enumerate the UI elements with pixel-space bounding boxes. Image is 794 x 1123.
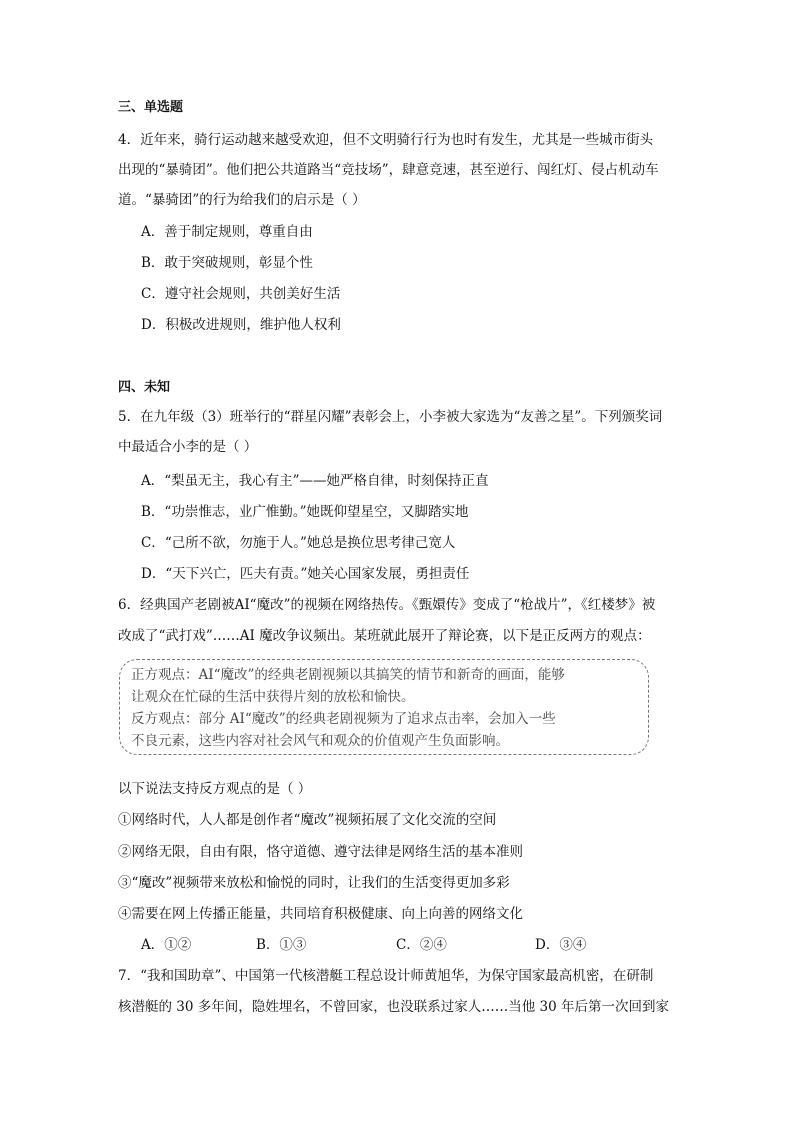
choice-c[interactable]: C．②④ [396, 937, 447, 953]
question-5-option-d[interactable]: D．“天下兴亡，匹夫有责。”她关心国家发展，勇担责任 [141, 566, 470, 582]
question-5-option-a[interactable]: A．“梨虽无主，我心有主”——她严格自律，时刻保持正直 [141, 473, 489, 489]
choice-b[interactable]: B．①③ [256, 937, 307, 953]
question-6-line-1: 6．经典国产老剧被AI“魔改”的视频在网络热传。《甄嬛传》变成了“枪战片”，《红楼梦》被 [118, 597, 656, 613]
question-4-option-d[interactable]: D．积极改进规则，维护他人权利 [141, 317, 341, 333]
choice-a[interactable]: A．①② [141, 937, 192, 953]
question-7-line-2: 核潜艇的 30 多年间，隐姓埋名，不曾回家，也没联系过家人……当他 30 年后第一次回到家 [118, 999, 670, 1015]
question-6-statement-3: ③“魔改”视频带来放松和愉悦的同时，让我们的生活变得更加多彩 [118, 875, 510, 891]
section-title: 四、未知 [118, 380, 171, 395]
quote-line: 正方观点：AI“魔改”的经典老剧视频以其搞笑的情节和新奇的画面，能够 [131, 667, 565, 683]
question-5-option-b[interactable]: B．“功崇惟志，业广惟勤。”她既仰望星空，又脚踏实地 [141, 504, 469, 520]
quote-line: 让观众在忙碌的生活中获得片刻的放松和愉快。 [131, 689, 415, 705]
question-4-option-b[interactable]: B．敢于突破规则，彰显个性 [141, 255, 313, 271]
question-4-option-a[interactable]: A．善于制定规则，尊重自由 [141, 224, 313, 240]
question-6-statement-1: ①网络时代，人人都是创作者“魔改”视频拓展了文化交流的空间 [118, 812, 497, 828]
question-4-line-2: 出现的“暴骑团”。他们把公共道路当“竞技场”，肆意竞速，甚至逆行、闯红灯、侵占机动车 [118, 162, 659, 178]
question-7-line-1: 7．“我和国助章”、中国第一代核潜艇工程总设计师黄旭华，为保守国家最高机密，在研制 [118, 968, 654, 984]
question-4-line-3: 道。“暴骑团”的行为给我们的启示是（ ） [118, 192, 366, 208]
question-5-option-c[interactable]: C．“己所不欲，勿施于人。”她总是换位思考律己宽人 [141, 535, 456, 551]
quote-line: 反方观点：部分 AI“魔改”的经典老剧视频为了追求点击率，会加入一些 [131, 711, 556, 727]
question-4-option-c[interactable]: C．遵守社会规则，共创美好生活 [141, 286, 341, 302]
question-5-line-1: 5．在九年级（3）班举行的“群星闪耀”表彰会上，小李被大家选为“友善之星”。下列颁奖词 [118, 409, 663, 425]
choice-d[interactable]: D．③④ [535, 937, 587, 953]
question-5-line-2: 中最适合小李的是（ ） [118, 439, 258, 455]
question-6-line-2: 改成了“武打戏”……AI 魔改争议频出。某班就此展开了辩论赛，以下是正反两方的观点： [118, 628, 651, 644]
section-title: 三、单选题 [118, 100, 184, 115]
question-6-prompt: 以下说法支持反方观点的是（ ） [118, 781, 312, 797]
question-4-line-1: 4．近年来，骑行运动越来越受欢迎，但不文明骑行行为也时有发生，尤其是一些城市街头 [118, 132, 654, 148]
question-6-statement-2: ②网络无限，自由有限，恪守道德、遵守法律是网络生活的基本准则 [118, 844, 523, 860]
quote-line: 不良元素，这些内容对社会风气和观众的价值观产生负面影响。 [131, 733, 509, 749]
question-6-statement-4: ④需要在网上传播正能量，共同培育积极健康、向上向善的网络文化 [118, 906, 523, 922]
